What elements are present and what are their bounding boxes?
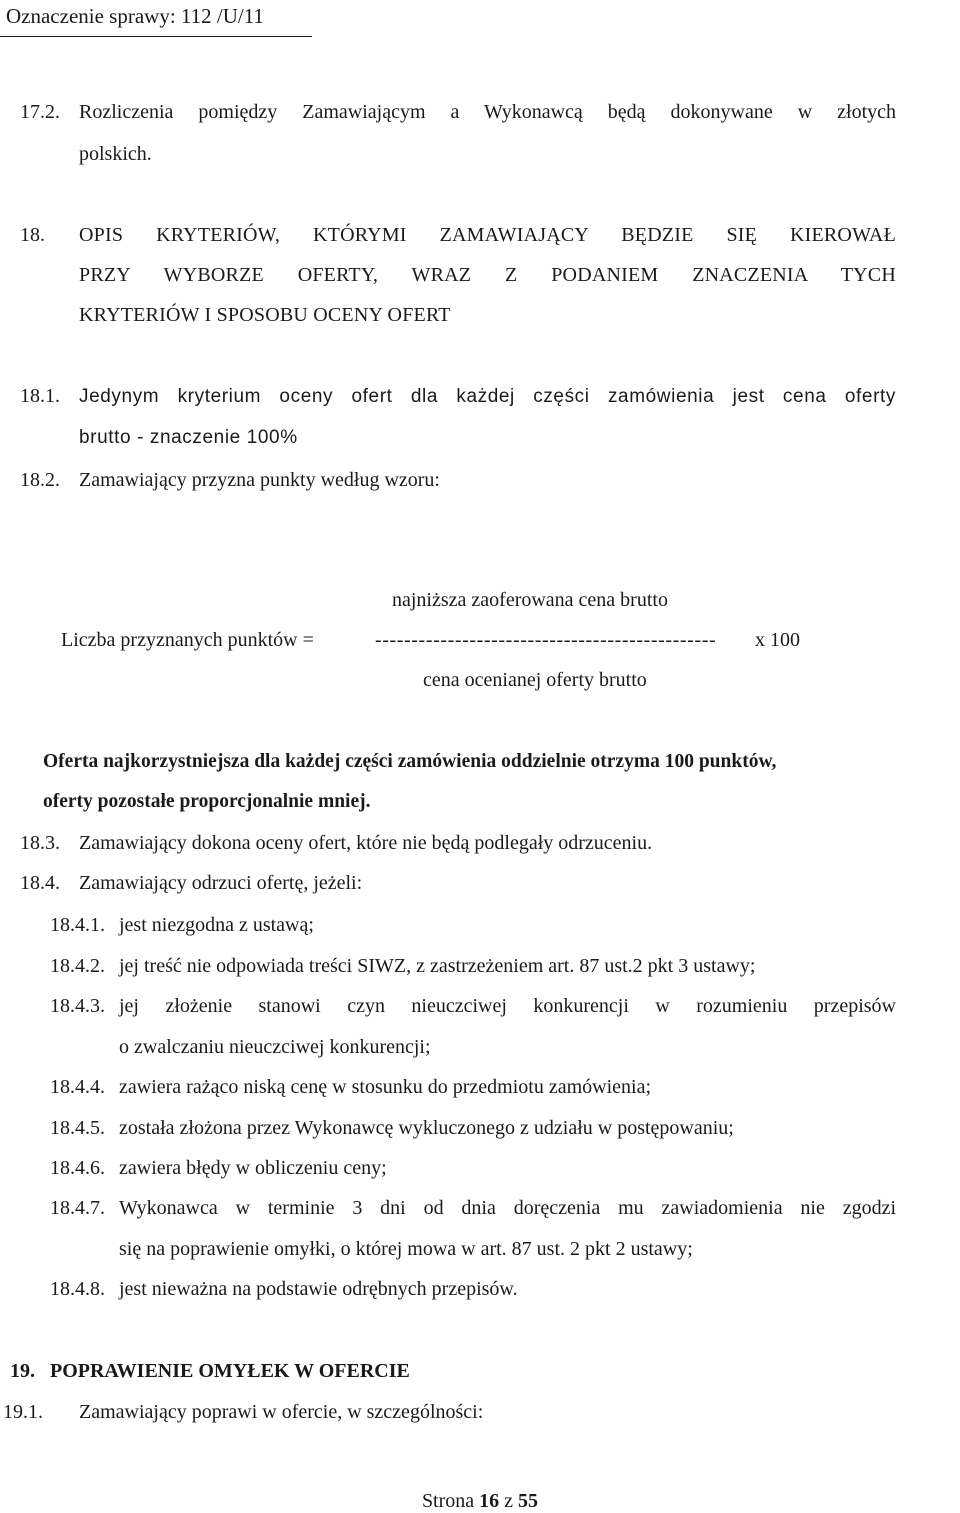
formula-denominator: cena ocenianej oferty brutto <box>423 669 647 691</box>
section-18-3-text: Zamawiający dokona oceny ofert, które nie będą podlegały odrzuceniu. <box>79 832 653 854</box>
list-item: jest nieważna na podstawie odrębnych przepisów. <box>119 1278 518 1300</box>
section-18-title-line2: PRZY WYBORZE OFERTY, WRAZ Z PODANIEM ZNACZENIA TYCH <box>79 264 896 286</box>
section-18-3-number: 18.3. <box>20 832 60 854</box>
formula-numerator: najniższa zaoferowana cena brutto <box>392 589 668 611</box>
list-item-continuation: o zwalczaniu nieuczciwej konkurencji; <box>119 1036 431 1058</box>
section-17-2-line1: Rozliczenia pomiędzy Zamawiającym a Wykonawcą będą dokonywane w złotych <box>79 101 896 123</box>
item-number: 18.4.8. <box>50 1278 105 1300</box>
section-18-2-number: 18.2. <box>20 469 60 491</box>
item-number: 18.4.2. <box>50 955 105 977</box>
formula-multiplier: x 100 <box>755 629 800 651</box>
section-18-1-line1: Jedynym kryterium oceny ofert dla każdej części zamówienia jest cena oferty <box>79 386 896 407</box>
bold-note-line2: oferty pozostałe proporcjonalnie mniej. <box>43 791 371 812</box>
section-18-2-text: Zamawiający przyzna punkty według wzoru: <box>79 469 440 491</box>
list-item: zawiera rażąco niską cenę w stosunku do przedmiotu zamówienia; <box>119 1076 652 1098</box>
list-item: jej złożenie stanowi czyn nieuczciwej konkurencji w rozumieniu przepisów <box>119 995 896 1017</box>
item-number: 18.4.6. <box>50 1157 105 1179</box>
section-18-title-line1: OPIS KRYTERIÓW, KTÓRYMI ZAMAWIAJĄCY BĘDZIE SIĘ KIEROWAŁ <box>79 224 896 246</box>
item-number: 18.4.5. <box>50 1117 105 1139</box>
item-number: 18.4.7. <box>50 1197 105 1219</box>
bold-note-line1: Oferta najkorzystniejsza dla każdej części zamówienia oddzielnie otrzyma 100 punktów, <box>43 751 777 772</box>
list-item: Wykonawca w terminie 3 dni od dnia doręczenia mu zawiadomienia nie zgodzi <box>119 1197 896 1219</box>
footer-page-number: 16 <box>479 1490 500 1512</box>
list-item: zawiera błędy w obliczeniu ceny; <box>119 1157 387 1179</box>
section-18-title-line3: KRYTERIÓW I SPOSOBU OCENY OFERT <box>79 304 451 326</box>
section-17-2-number: 17.2. <box>20 101 60 123</box>
item-number: 18.4.4. <box>50 1076 105 1098</box>
list-item: jej treść nie odpowiada treści SIWZ, z zastrzeżeniem art. 87 ust.2 pkt 3 ustawy; <box>119 955 756 977</box>
section-18-1-line2: brutto - znaczenie 100% <box>79 427 298 448</box>
section-19-1-text: Zamawiający poprawi w ofercie, w szczególności: <box>79 1401 484 1423</box>
section-18-4-number: 18.4. <box>20 872 60 894</box>
section-18-1-number: 18.1. <box>20 385 60 407</box>
page-footer <box>0 1490 960 1513</box>
list-item: jest niezgodna z ustawą; <box>119 914 314 936</box>
section-18-number: 18. <box>20 224 45 246</box>
section-19-number: 19. <box>10 1360 35 1382</box>
formula-fraction-bar: ----------------------------------------------- <box>375 629 717 651</box>
section-19-1-number: 19.1. <box>3 1401 43 1423</box>
header-rule <box>0 36 312 37</box>
footer-separator: z <box>504 1490 514 1512</box>
footer-total-pages: 55 <box>518 1490 539 1512</box>
case-reference: Oznaczenie sprawy: 112 /U/11 <box>6 4 264 28</box>
list-item-continuation: się na poprawienie omyłki, o której mowa w art. 87 ust. 2 pkt 2 ustawy; <box>119 1238 693 1260</box>
section-18-4-text: Zamawiający odrzuci ofertę, jeżeli: <box>79 872 363 894</box>
section-19-title: POPRAWIENIE OMYŁEK W OFERCIE <box>50 1360 410 1382</box>
formula-lhs: Liczba przyznanych punktów = <box>61 629 314 651</box>
item-number: 18.4.3. <box>50 995 105 1017</box>
footer-prefix: Strona <box>421 1490 475 1512</box>
list-item: została złożona przez Wykonawcę wykluczonego z udziału w postępowaniu; <box>119 1117 734 1139</box>
section-17-2-line2: polskich. <box>79 143 152 165</box>
item-number: 18.4.1. <box>50 914 105 936</box>
